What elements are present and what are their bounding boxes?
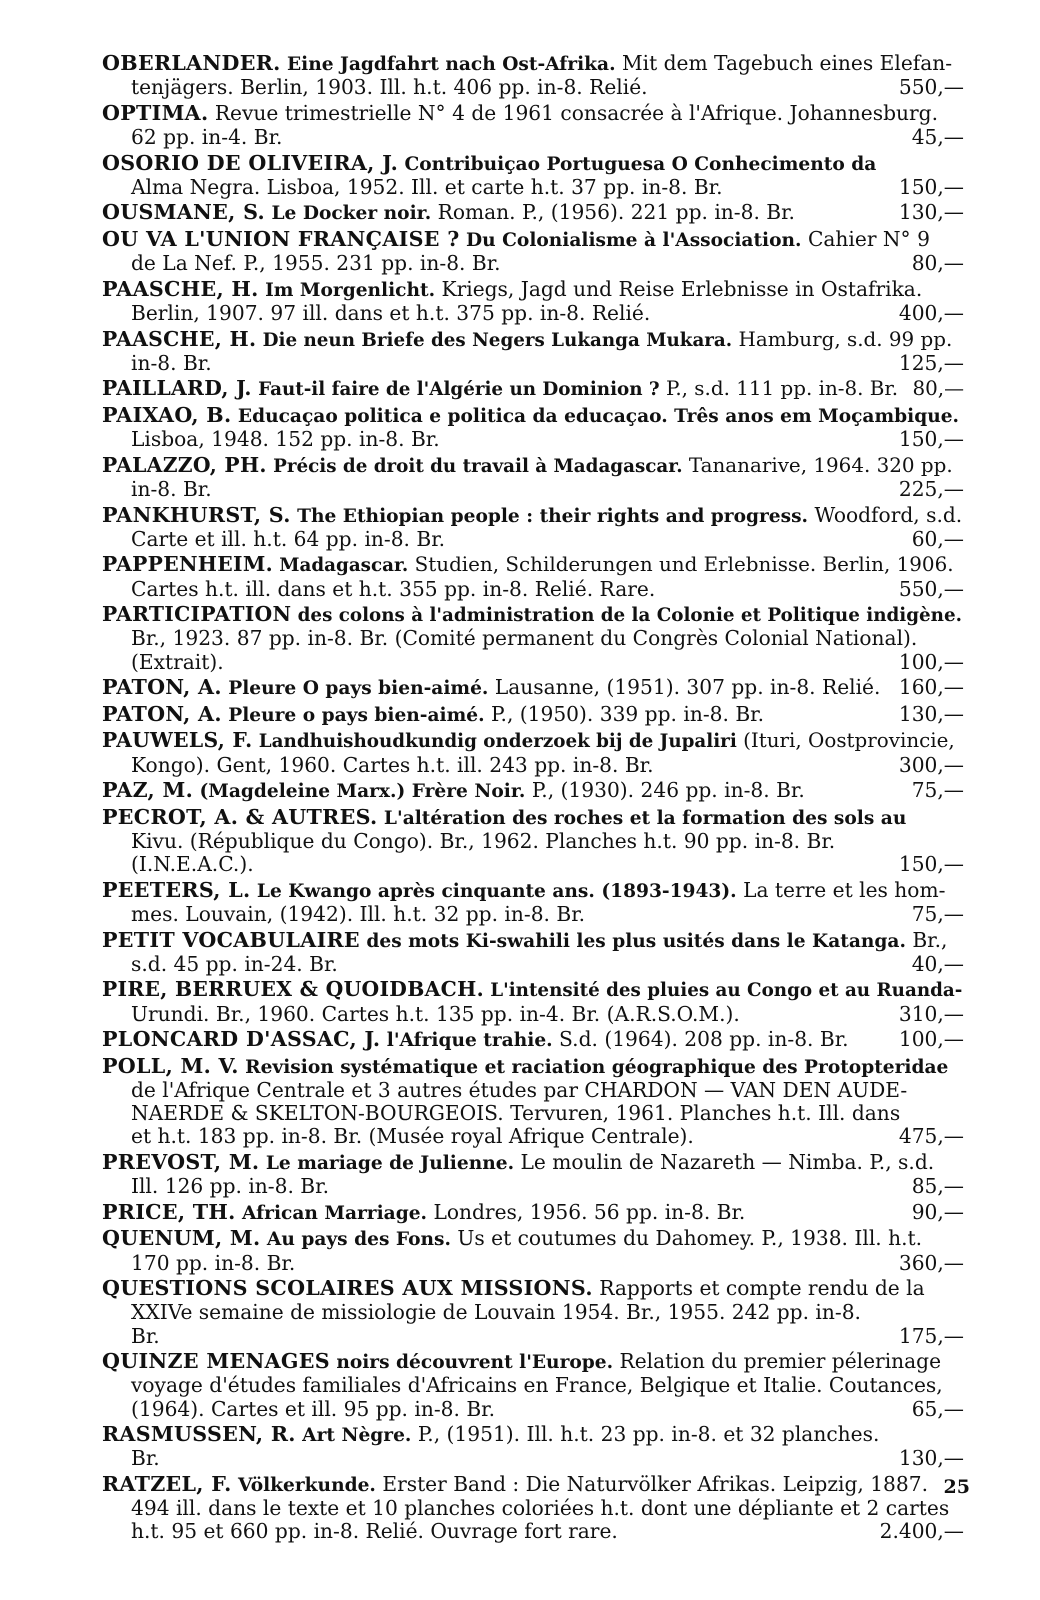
entry-continuation: Lisboa, 1948. 152 pp. in-8. Br. (131, 427, 440, 452)
entry-details: Kriegs, Jagd und Reise Erlebnisse in Ostafrika. (441, 276, 923, 301)
entry-author: PATON, A. (102, 701, 222, 726)
entry-details: S.d. (1964). 208 pp. in-8. Br. (559, 1027, 849, 1052)
entry-title: Völkerkunde. (237, 1474, 376, 1496)
entry-price: 225,— (898, 476, 964, 501)
entry-price: 100,— (898, 649, 964, 674)
entry-title: Educaçao politica e politica da educaçao. Três anos em Moçambique. (237, 405, 960, 427)
entry-continuation: Br. (131, 1323, 160, 1348)
catalogue-entry (102, 201, 964, 225)
catalogue-page (102, 52, 964, 1546)
entry-price: 150,— (898, 852, 964, 877)
entry-title: Pleure o pays bien-aimé. (228, 704, 485, 726)
entry-continuation: s.d. 45 pp. in-24. Br. (131, 951, 338, 976)
catalogue-entry (102, 729, 964, 776)
entry-continuation: Ill. 126 pp. in-8. Br. (131, 1174, 329, 1199)
entry-author: PARTICIPATION (102, 602, 292, 627)
entry-title: Faut-il faire de l'Algérie un Dominion ? (258, 379, 660, 401)
entry-price: 175,— (898, 1323, 964, 1348)
entry-title: Le mariage de Julienne. (265, 1152, 515, 1174)
catalogue-entry (102, 454, 964, 501)
entry-author: OPTIMA. (102, 100, 209, 125)
entry-continuation: Cartes h.t. ill. dans et h.t. 355 pp. in-8. Relié. Rare. (131, 576, 656, 601)
entry-details: La terre et les hom- (743, 877, 946, 902)
entry-price: 400,— (898, 300, 964, 325)
entry-author: QUESTIONS SCOLAIRES AUX MISSIONS. (102, 1276, 593, 1301)
entry-title: (Magdeleine Marx.) Frère Noir. (199, 781, 526, 803)
entry-price: 310,— (898, 1001, 964, 1026)
entry-author: RASMUSSEN, R. (102, 1422, 296, 1447)
entry-continuation: 494 ill. dans le texte et 10 planches coloriées h.t. dont une dépliante et 2 cartes (131, 1496, 950, 1521)
entry-details: Us et coutumes du Dahomey. P., 1938. Ill. h.t. (457, 1226, 923, 1251)
entry-price: 130,— (898, 701, 964, 726)
entry-price: 45,— (911, 125, 964, 149)
entry-price: 85,— (911, 1174, 964, 1199)
entry-details: Relation du premier pélerinage (619, 1349, 942, 1374)
entry-title: des mots Ki-swahili les plus usités dans le Katanga. (366, 930, 906, 952)
entry-continuation: 170 pp. in-8. Br. (131, 1250, 296, 1275)
entry-author: PANKHURST, S. (102, 502, 291, 527)
entry-author: PEETERS, L. (102, 877, 251, 902)
entry-price: 150,— (898, 427, 964, 452)
entry-continuation: Berlin, 1907. 97 ill. dans et h.t. 375 pp. in-8. Relié. (131, 300, 651, 325)
entry-details: P., s.d. 111 pp. in-8. Br. (665, 377, 899, 401)
catalogue-entry (102, 929, 964, 976)
entry-author: PAASCHE, H. (102, 276, 259, 301)
catalogue-entry (102, 377, 964, 401)
entry-details: Londres, 1956. 56 pp. in-8. Br. (433, 1199, 746, 1224)
catalogue-entry (102, 1473, 964, 1544)
entry-title: l'Afrique trahie. (386, 1030, 553, 1052)
entry-author: PAZ, M. (102, 778, 194, 803)
entry-details: Le moulin de Nazareth — Nimba. P., s.d. (520, 1149, 935, 1174)
entry-title: Die neun Briefe des Negers Lukanga Mukara. (262, 329, 733, 351)
entry-details: Revue trimestrielle N° 4 de 1961 consacrée à l'Afrique. Johannesburg. (214, 100, 939, 125)
entry-continuation: de l'Afrique Centrale et 3 autres études par CHARDON — VAN DEN AUDE- (131, 1077, 908, 1102)
entry-details: Cahier N° 9 (807, 226, 930, 251)
entry-author: PREVOST, M. (102, 1149, 260, 1174)
entry-continuation: Br. (131, 1446, 160, 1471)
entry-author: PETIT VOCABULAIRE (102, 927, 360, 952)
catalogue-entry (102, 52, 964, 99)
entry-title: Précis de droit du travail à Madagascar. (273, 455, 683, 477)
entry-price: 125,— (898, 350, 964, 375)
catalogue-entry (102, 278, 964, 325)
catalogue-entry (102, 1028, 964, 1052)
catalogue-entry (102, 228, 964, 275)
entry-price: 360,— (898, 1250, 964, 1275)
entry-details: P., (1930). 246 pp. in-8. Br. (531, 778, 805, 803)
catalogue-entry (102, 1201, 964, 1225)
catalogue-entry (102, 152, 964, 199)
entry-author: PLONCARD D'ASSAC, J. (102, 1027, 381, 1052)
entry-author: PAILLARD, J. (102, 376, 252, 401)
entry-continuation: (I.N.E.A.C.). (131, 852, 254, 877)
entry-price: 130,— (898, 1446, 964, 1471)
entry-price: 90,— (911, 1199, 964, 1224)
catalogue-entry (102, 703, 964, 727)
entry-details: Roman. P., (1956). 221 pp. in-8. Br. (437, 200, 795, 225)
catalogue-entry (102, 1227, 964, 1274)
entry-title: Eine Jagdfahrt nach Ost-Afrika. (287, 54, 616, 75)
entry-continuation: Carte et ill. h.t. 64 pp. in-8. Br. (131, 526, 446, 551)
entry-continuation: (1964). Cartes et ill. 95 pp. in-8. Br. (131, 1396, 496, 1421)
entry-author: PATON, A. (102, 675, 222, 700)
entry-title: noirs découvrent l'Europe. (336, 1352, 614, 1374)
entry-title: Revision systématique et raciation géographique des Protopteridae (245, 1056, 949, 1078)
entry-author: QUENUM, M. (102, 1226, 261, 1251)
entry-title: The Ethiopian people : their rights and progress. (297, 505, 809, 527)
entry-price: 150,— (898, 174, 964, 199)
entry-price: 100,— (898, 1027, 964, 1052)
entry-continuation: in-8. Br. (131, 350, 212, 375)
entry-price: 40,— (911, 951, 964, 976)
entry-title: L'intensité des pluies au Congo et au Ruanda- (490, 980, 963, 1002)
entry-price: 300,— (898, 752, 964, 777)
entry-author: OBERLANDER. (102, 51, 281, 75)
entry-details: P., (1951). Ill. h.t. 23 pp. in-8. et 32 planches. (417, 1422, 880, 1447)
entry-continuation: in-8. Br. (131, 476, 212, 501)
catalogue-entry (102, 676, 964, 700)
entry-author: PAASCHE, H. (102, 326, 257, 351)
entry-continuation: (Extrait). (131, 649, 224, 674)
entry-title: Le Kwango après cinquante ans. (1893-1943). (256, 880, 737, 902)
entry-price: 80,— (912, 377, 964, 401)
entry-details: Lausanne, (1951). 307 pp. in-8. Relié. (494, 675, 881, 700)
catalogue-entry (102, 102, 964, 149)
catalogue-entry (102, 978, 964, 1025)
entry-details: P., (1950). 339 pp. in-8. Br. (491, 701, 765, 726)
entry-continuation: h.t. 95 et 660 pp. in-8. Relié. Ouvrage fort rare. (131, 1519, 618, 1544)
entry-author: PAPPENHEIM. (102, 552, 273, 577)
entry-details: Rapports et compte rendu de la (599, 1276, 925, 1301)
entry-price: 550,— (898, 75, 964, 100)
catalogue-entry (102, 1055, 964, 1149)
entry-title: African Marriage. (242, 1202, 428, 1224)
entry-details: (Ituri, Oostprovincie, (743, 729, 955, 753)
entry-details: Hamburg, s.d. 99 pp. (738, 327, 953, 351)
entry-author: PAUWELS, F. (102, 728, 253, 753)
catalogue-entry (102, 879, 964, 926)
entry-title: L'altération des roches et la formation des sols au (383, 807, 907, 829)
entry-title: Contribuiçao Portuguesa O Conhecimento da (404, 153, 877, 175)
entry-title: Du Colonialisme à l'Association. (466, 229, 802, 251)
catalogue-entry (102, 1277, 964, 1348)
entry-author: OU VA L'UNION FRANÇAISE ? (102, 226, 460, 251)
entry-price: 160,— (898, 675, 964, 700)
catalogue-entry (102, 404, 964, 451)
entry-details: Br., (912, 927, 948, 952)
entry-details: Erster Band : Die Naturvölker Afrikas. Leipzig, 1887. (382, 1471, 929, 1496)
entry-continuation: XXIVe semaine de missiologie de Louvain 1954. Br., 1955. 242 pp. in-8. (131, 1300, 861, 1325)
entry-details: Woodford, s.d. (814, 502, 963, 527)
entry-continuation: 62 pp. in-4. Br. (131, 125, 283, 149)
catalogue-entry (102, 1350, 964, 1421)
entry-title: des colons à l'administration de la Colonie et Politique indigène. (297, 605, 962, 627)
entry-price: 80,— (911, 251, 964, 276)
page-number: 25 (943, 1476, 970, 1498)
entry-continuation: voyage d'études familiales d'Africains en France, Belgique et Italie. Coutances, (131, 1373, 943, 1398)
entry-price: 2.400,— (879, 1519, 964, 1544)
catalogue-entry (102, 328, 964, 375)
entry-continuation: Alma Negra. Lisboa, 1952. Ill. et carte h.t. 37 pp. in-8. Br. (131, 174, 723, 199)
catalogue-entry (102, 1423, 964, 1470)
entry-author: OUSMANE, S. (102, 200, 266, 225)
entry-price: 130,— (898, 200, 964, 225)
entry-author: OSORIO DE OLIVEIRA, J. (102, 150, 399, 175)
entry-title: Art Nègre. (302, 1425, 412, 1447)
entry-title: Landhuishoudkundig onderzoek bij de Jupaliri (258, 731, 737, 753)
entry-author: QUINZE MENAGES (102, 1349, 330, 1374)
entry-author: PALAZZO, PH. (102, 452, 267, 477)
catalogue-entry (102, 504, 964, 551)
entry-author: PRICE, TH. (102, 1199, 236, 1224)
entry-author: PAIXAO, B. (102, 402, 232, 427)
catalogue-entry (102, 553, 964, 600)
entry-details: Studien, Schilderungen und Erlebnisse. Berlin, 1906. (414, 553, 954, 577)
entry-title: Madagascar. (279, 555, 409, 577)
entry-title: Le Docker noir. (271, 203, 432, 225)
entry-price: 475,— (898, 1124, 964, 1149)
entry-continuation: tenjägers. Berlin, 1903. Ill. h.t. 406 pp. in-8. Relié. (131, 75, 648, 100)
entry-continuation: mes. Louvain, (1942). Ill. h.t. 32 pp. in-8. Br. (131, 901, 586, 926)
catalogue-entry (102, 1151, 964, 1198)
catalogue-entry (102, 806, 964, 877)
catalogue-entry (102, 779, 964, 803)
entry-continuation: Br., 1923. 87 pp. in-8. Br. (Comité permanent du Congrès Colonial National). (131, 626, 918, 651)
entry-details: Mit dem Tagebuch eines Elefan- (621, 51, 953, 75)
entry-continuation: NAERDE & SKELTON-BOURGEOIS. Tervuren, 1961. Planches h.t. Ill. dans (131, 1101, 901, 1126)
entry-details: Tananarive, 1964. 320 pp. (688, 453, 953, 477)
entry-continuation: et h.t. 183 pp. in-8. Br. (Musée royal Afrique Centrale). (131, 1124, 694, 1149)
entry-continuation: de La Nef. P., 1955. 231 pp. in-8. Br. (131, 251, 501, 276)
entry-price: 75,— (911, 901, 964, 926)
entry-price: 75,— (911, 778, 964, 803)
entry-price: 60,— (911, 526, 964, 551)
entry-continuation: Urundi. Br., 1960. Cartes h.t. 135 pp. in-4. Br. (A.R.S.O.M.). (131, 1001, 740, 1026)
entry-title: Pleure O pays bien-aimé. (228, 678, 489, 700)
entry-author: PIRE, BERRUEX & QUOIDBACH. (102, 977, 484, 1002)
entry-author: RATZEL, F. (102, 1471, 232, 1496)
entry-price: 65,— (911, 1396, 964, 1421)
entry-price: 550,— (898, 576, 964, 601)
entry-author: POLL, M. V. (102, 1053, 239, 1078)
entry-title: Im Morgenlicht. (265, 279, 436, 301)
entry-continuation: Kongo). Gent, 1960. Cartes h.t. ill. 243 pp. in-8. Br. (131, 752, 654, 777)
entry-author: PECROT, A. & AUTRES. (102, 804, 378, 829)
entry-continuation: Kivu. (République du Congo). Br., 1962. Planches h.t. 90 pp. in-8. Br. (131, 828, 836, 853)
entry-title: Au pays des Fons. (266, 1229, 451, 1251)
catalogue-entry (102, 603, 964, 674)
